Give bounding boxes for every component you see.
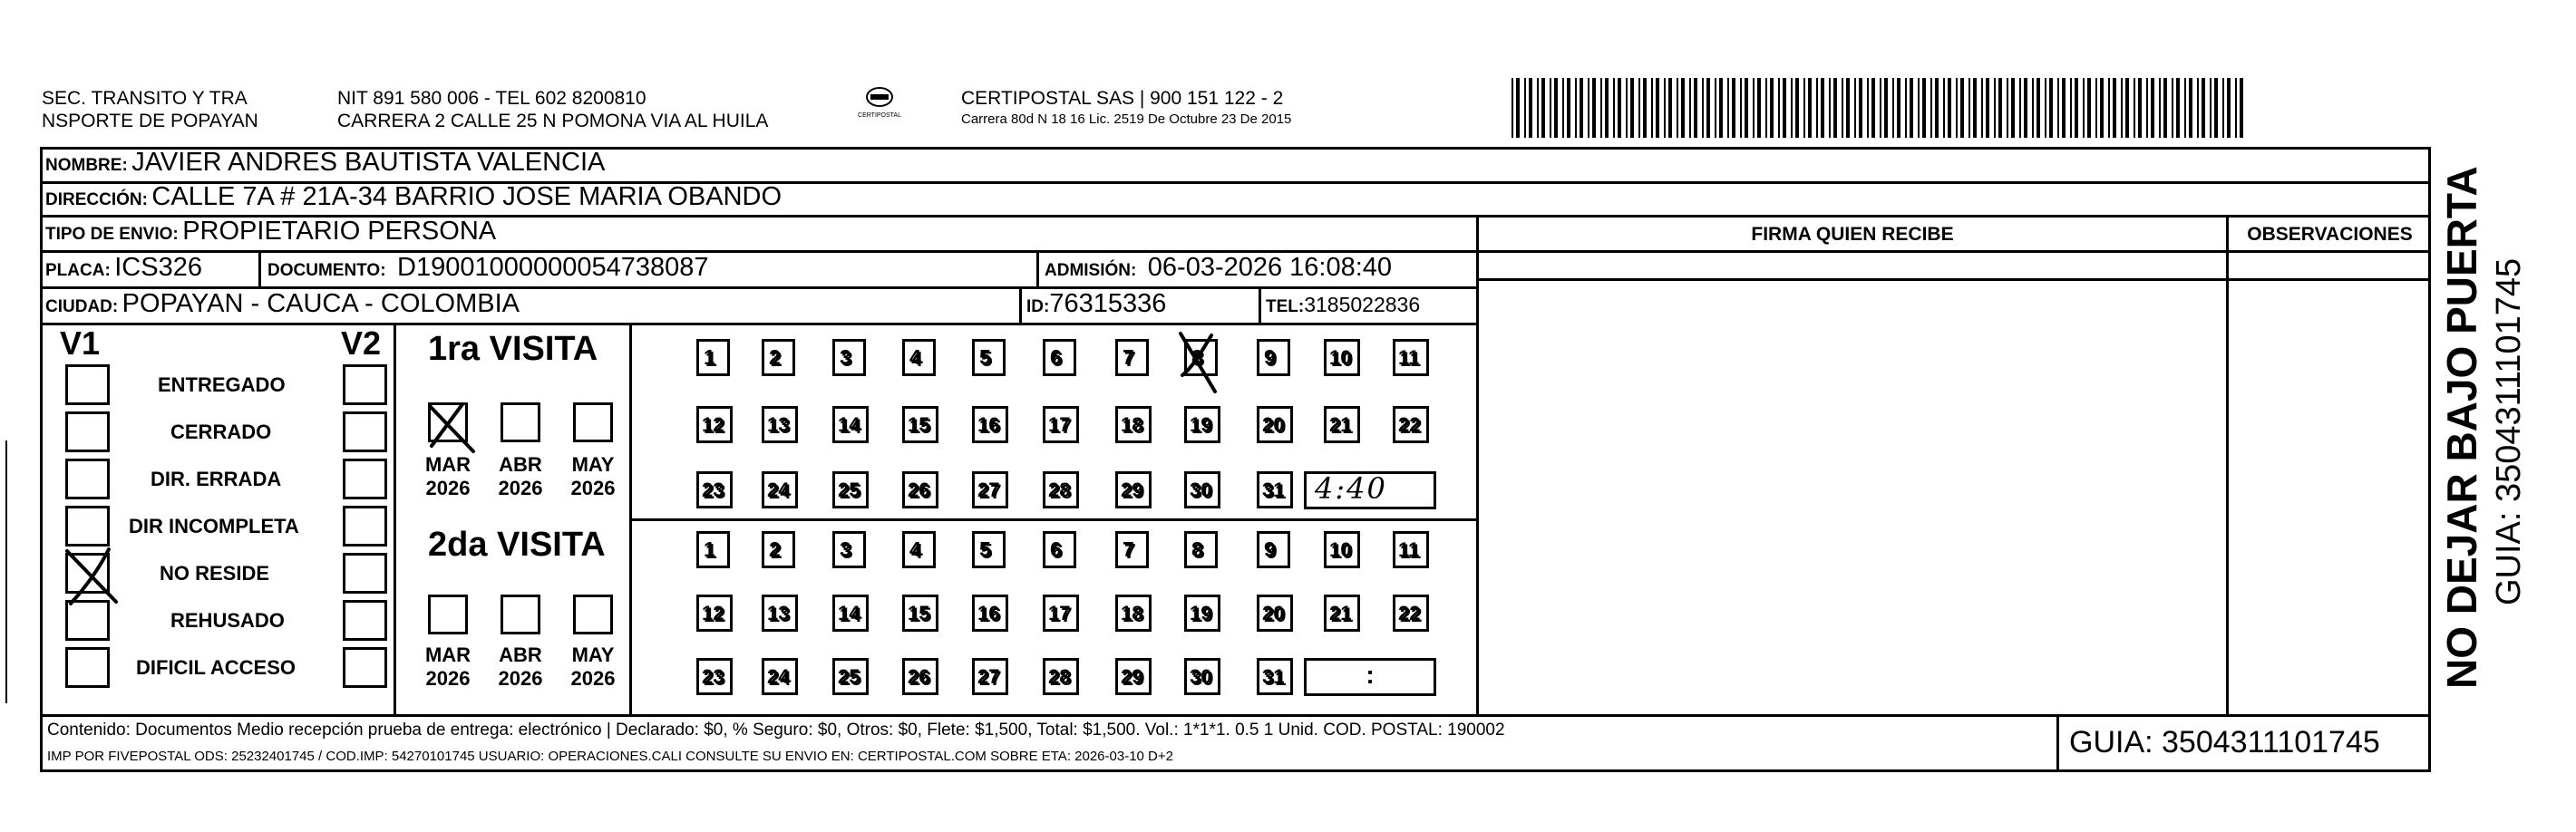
v2-day-15[interactable]: 15 [902,595,938,632]
v1-day-21[interactable]: 21 [1324,406,1360,443]
nit-block [337,87,768,132]
first-visit-title: 1ra VISITA [428,330,598,368]
v1-day-12[interactable]: 12 [696,406,733,443]
documento-value: D19001000000054738087 [397,253,709,282]
v1-day-24[interactable]: 24 [762,471,798,508]
nit-line-1: NIT 891 580 006 - TEL 602 8200810 [337,88,646,109]
v2-day-13[interactable]: 13 [762,595,798,632]
admision-value: 06-03-2026 16:08:40 [1147,253,1393,282]
v1-year-3: 2026 [570,477,616,499]
v1-label: V1 [60,324,101,362]
v1-day-2[interactable]: 2 [762,339,795,376]
status-dificil-acceso: DIFICIL ACCESO [136,656,296,679]
v1-day-27[interactable]: 27 [972,471,1008,508]
v2-day-20[interactable]: 20 [1257,595,1293,632]
admision-label: ADMISIÓN: [1045,261,1137,280]
v2-month-may-box[interactable] [573,595,613,634]
placa-label: PLACA: [45,261,111,280]
v2-day-9[interactable]: 9 [1257,531,1290,568]
v2-day-2[interactable]: 2 [762,531,795,568]
status-dir-incompleta: DIR INCOMPLETA [129,515,299,537]
v2-day-5[interactable]: 5 [972,531,1006,568]
observaciones-label: OBSERVACIONES [2247,224,2413,245]
v1-month-mar-label: MAR [424,453,471,476]
footer-line-1: Contenido: Documentos Medio recepción prueba de entrega: electrónico | Declarado: $0, % Seguro: $0, Otros: $0, Flete: $1,500, Total: $1,500. Vol.: 1*1*1. 0.5 1 Unid. COD. POSTAL: 190002 [47,721,1505,740]
tipo-envio-label: TIPO DE ENVIO: [45,225,179,244]
v2-day-21[interactable]: 21 [1324,595,1360,632]
v2-time-colon: : [1366,661,1375,689]
tipo-envio-row [45,217,496,247]
v2-checkbox-dir-incompleta[interactable] [343,506,387,547]
id-value: 76315336 [1049,289,1167,318]
v2-day-14[interactable]: 14 [832,595,869,632]
side-guia: GUIA: 3504311101745 [2490,257,2528,605]
v1-year-2: 2026 [498,477,543,499]
v1-day-10[interactable]: 10 [1324,339,1360,376]
company-block [961,87,1291,130]
v1-day-18[interactable]: 18 [1115,406,1152,443]
v1-checkbox-dir-incompleta[interactable] [65,506,110,547]
tel-cell [1266,293,1420,317]
v1-day-14[interactable]: 14 [832,406,869,443]
v1-day-30[interactable]: 30 [1184,471,1220,508]
v1-month-may-box[interactable] [573,402,613,442]
v2-day-8[interactable]: 8 [1184,531,1218,568]
v1-day-28[interactable]: 28 [1043,471,1079,508]
v1-day-6[interactable]: 6 [1043,339,1076,376]
documento-cell [267,253,709,283]
sender-block [42,87,258,132]
tipo-envio-value: PROPIETARIO PERSONA [182,217,497,246]
company-line-2: Carrera 80d N 18 16 Lic. 2519 De Octubre 23 De 2015 [961,111,1292,127]
v2-day-11[interactable]: 11 [1393,531,1429,568]
v2-day-17[interactable]: 17 [1043,595,1079,632]
v2-year-1: 2026 [425,667,471,690]
v2-day-19[interactable]: 19 [1184,595,1220,632]
v1-day-20[interactable]: 20 [1257,406,1293,443]
v2-day-26[interactable]: 26 [902,658,938,695]
sender-line-1: SEC. TRANSITO Y TRA [42,88,248,109]
v1-day-31[interactable]: 31 [1257,471,1293,508]
v1-day-26[interactable]: 26 [902,471,938,508]
v2-day-16[interactable]: 16 [972,595,1008,632]
v1-day-1[interactable]: 1 [696,339,730,376]
v2-day-7[interactable]: 7 [1115,531,1149,568]
v2-day-27[interactable]: 27 [972,658,1008,695]
v1-day-13[interactable]: 13 [762,406,798,443]
placa-cell [45,253,202,283]
v2-day-28[interactable]: 28 [1043,658,1079,695]
footer-guia: GUIA: 3504311101745 [2069,725,2380,759]
v1-checkbox-dir-errada[interactable] [65,459,110,499]
v1-day-16[interactable]: 16 [972,406,1008,443]
v1-day-29[interactable]: 29 [1115,471,1152,508]
id-cell [1026,289,1166,319]
nombre-label: NOMBRE: [45,156,128,175]
v1-day-7[interactable]: 7 [1115,339,1149,376]
v1-day-11[interactable]: 11 [1393,339,1429,376]
status-entregado: ENTREGADO [158,373,286,396]
v1-day-9[interactable]: 9 [1257,339,1290,376]
v2-year-2: 2026 [498,667,543,690]
v1-checkbox-dificil-acceso[interactable] [65,647,110,688]
nit-line-2: CARRERA 2 CALLE 25 N POMONA VIA AL HUILA [337,111,769,131]
v1-day-8[interactable]: 8 [1184,339,1218,376]
v2-day-25[interactable]: 25 [832,658,869,695]
admision-cell [1045,253,1392,283]
v2-day-22[interactable]: 22 [1393,595,1429,632]
v2-day-6[interactable]: 6 [1043,531,1076,568]
direccion-row [45,182,782,212]
v2-checkbox-entregado[interactable] [343,364,387,405]
status-dir-errada: DIR. ERRADA [151,468,282,490]
certipostal-logo [858,83,901,120]
v1-day-25[interactable]: 25 [832,471,869,508]
v1-day-3[interactable]: 3 [832,339,866,376]
sender-line-2: NSPORTE DE POPAYAN [42,111,258,131]
scan-edge-mark [5,440,7,703]
handwritten-check-mar [421,399,486,459]
v2-month-mar-box[interactable] [428,595,468,634]
v1-day-17[interactable]: 17 [1043,406,1079,443]
nombre-value: JAVIER ANDRES BAUTISTA VALENCIA [131,148,606,177]
handwritten-check-no-reside [60,544,128,609]
v2-day-10[interactable]: 10 [1324,531,1360,568]
v2-day-1[interactable]: 1 [696,531,730,568]
v2-month-mar-label: MAR [424,643,471,666]
v2-month-abr-label: ABR [499,643,542,666]
v2-day-23[interactable]: 23 [696,658,733,695]
v1-month-abr-label: ABR [499,453,542,476]
v1-year-1: 2026 [425,477,471,499]
status-no-reside: NO RESIDE [160,562,270,585]
side-warning: NO DEJAR BAJO PUERTA [2438,166,2485,689]
ciudad-value: POPAYAN - CAUCA - COLOMBIA [122,289,520,318]
v2-checkbox-no-reside[interactable] [343,553,387,594]
direccion-label: DIRECCIÓN: [45,190,148,209]
v1-month-abr-box[interactable] [501,402,540,442]
v1-month-may-label: MAY [571,453,615,476]
v2-day-18[interactable]: 18 [1115,595,1152,632]
v2-checkbox-rehusado[interactable] [343,600,387,641]
second-visit-title: 2da VISITA [428,526,606,564]
v2-day-12[interactable]: 12 [696,595,733,632]
placa-value: ICS326 [114,253,202,282]
direccion-value: CALLE 7A # 21A-34 BARRIO JOSE MARIA OBANDO [151,182,783,211]
company-line-1: CERTIPOSTAL SAS | 900 151 122 - 2 [961,88,1284,109]
v1-day-4[interactable]: 4 [902,339,936,376]
footer-line-2: IMP POR FIVEPOSTAL ODS: 25232401745 / COD.IMP: 54270101745 USUARIO: OPERACIONES.CALI CONSULTE SU ENVIO EN: CERTIPOSTAL.COM SOBRE ETA: 2026-03-10 D+2 [47,749,1173,764]
v1-handwritten-time: 4:40 [1315,471,1387,506]
v2-day-3[interactable]: 3 [832,531,866,568]
handwritten-check-day-8 [1175,326,1226,399]
v1-day-23[interactable]: 23 [696,471,733,508]
v2-checkbox-dir-errada[interactable] [343,459,387,499]
v2-checkbox-cerrado[interactable] [343,411,387,452]
v1-day-15[interactable]: 15 [902,406,938,443]
tel-value: 3185022836 [1304,293,1421,316]
barcode [1512,78,2248,138]
status-cerrado: CERRADO [170,421,272,443]
status-rehusado: REHUSADO [170,609,285,632]
v1-day-19[interactable]: 19 [1184,406,1220,443]
id-label: ID: [1026,297,1050,316]
v2-month-may-label: MAY [571,643,615,666]
v1-checkbox-cerrado[interactable] [65,411,110,452]
v1-checkbox-entregado[interactable] [65,364,110,405]
v2-year-3: 2026 [570,667,616,690]
v2-day-4[interactable]: 4 [902,531,936,568]
nombre-row [45,148,605,178]
documento-label: DOCUMENTO: [267,261,386,280]
v2-checkbox-dificil-acceso[interactable] [343,647,387,688]
v2-day-31[interactable]: 31 [1257,658,1293,695]
v2-day-24[interactable]: 24 [762,658,798,695]
v2-day-30[interactable]: 30 [1184,658,1220,695]
v2-month-abr-box[interactable] [501,595,540,634]
firma-label: FIRMA QUIEN RECIBE [1751,224,1954,245]
svg-text:CERTIPOSTAL: CERTIPOSTAL [858,112,901,119]
v1-day-22[interactable]: 22 [1393,406,1429,443]
tel-label: TEL: [1266,297,1305,316]
ciudad-label: CIUDAD: [45,297,119,316]
v2-day-29[interactable]: 29 [1115,658,1152,695]
v1-day-5[interactable]: 5 [972,339,1006,376]
ciudad-cell [45,289,520,319]
v2-label: V2 [341,324,382,362]
